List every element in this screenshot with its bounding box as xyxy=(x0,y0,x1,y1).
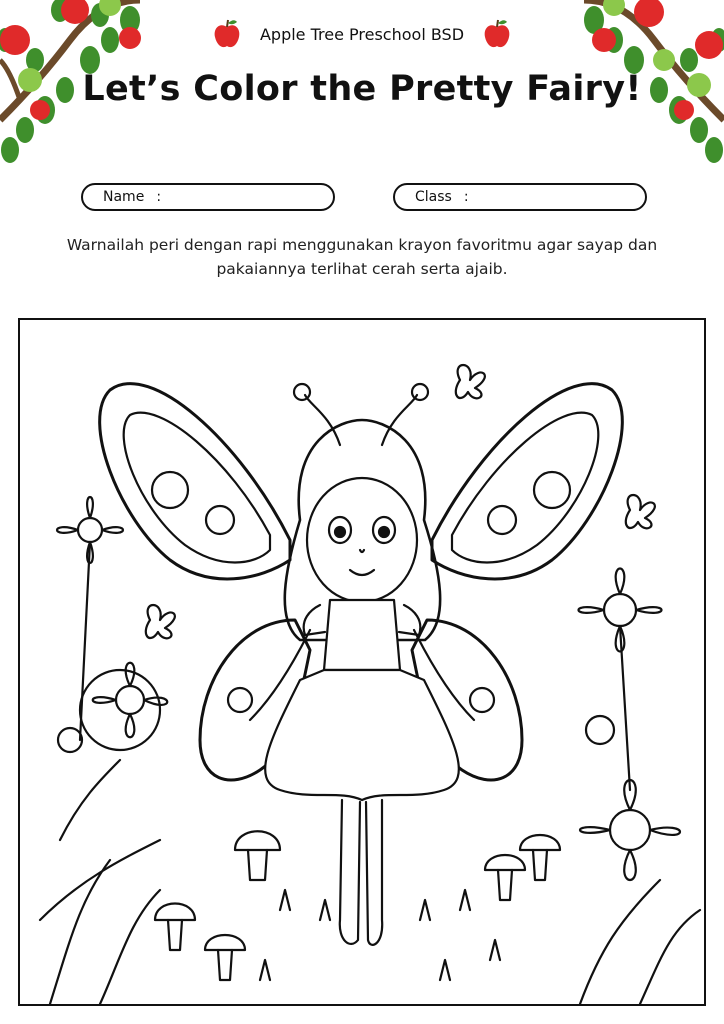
name-field[interactable] xyxy=(81,183,335,211)
right-flowers xyxy=(579,569,701,1005)
class-field[interactable] xyxy=(393,183,647,211)
school-name: Apple Tree Preschool BSD xyxy=(259,24,465,44)
name-separator: : xyxy=(156,189,162,205)
apple-icon xyxy=(212,18,242,50)
class-label: Class xyxy=(415,189,452,205)
class-separator: : xyxy=(463,189,469,205)
left-flowers xyxy=(40,497,167,1004)
page-title: Let’s Color the Pretty Fairy! xyxy=(82,69,642,109)
name-label: Name xyxy=(103,189,145,205)
school-header xyxy=(0,18,724,50)
instructions-text: Warnailah peri dengan rapi menggunakan krayon favoritmu agar sayap dan pakaiannya terlihat cerah serta ajaib. xyxy=(66,236,658,278)
apple-icon xyxy=(482,18,512,50)
coloring-artwork[interactable] xyxy=(18,318,706,1006)
